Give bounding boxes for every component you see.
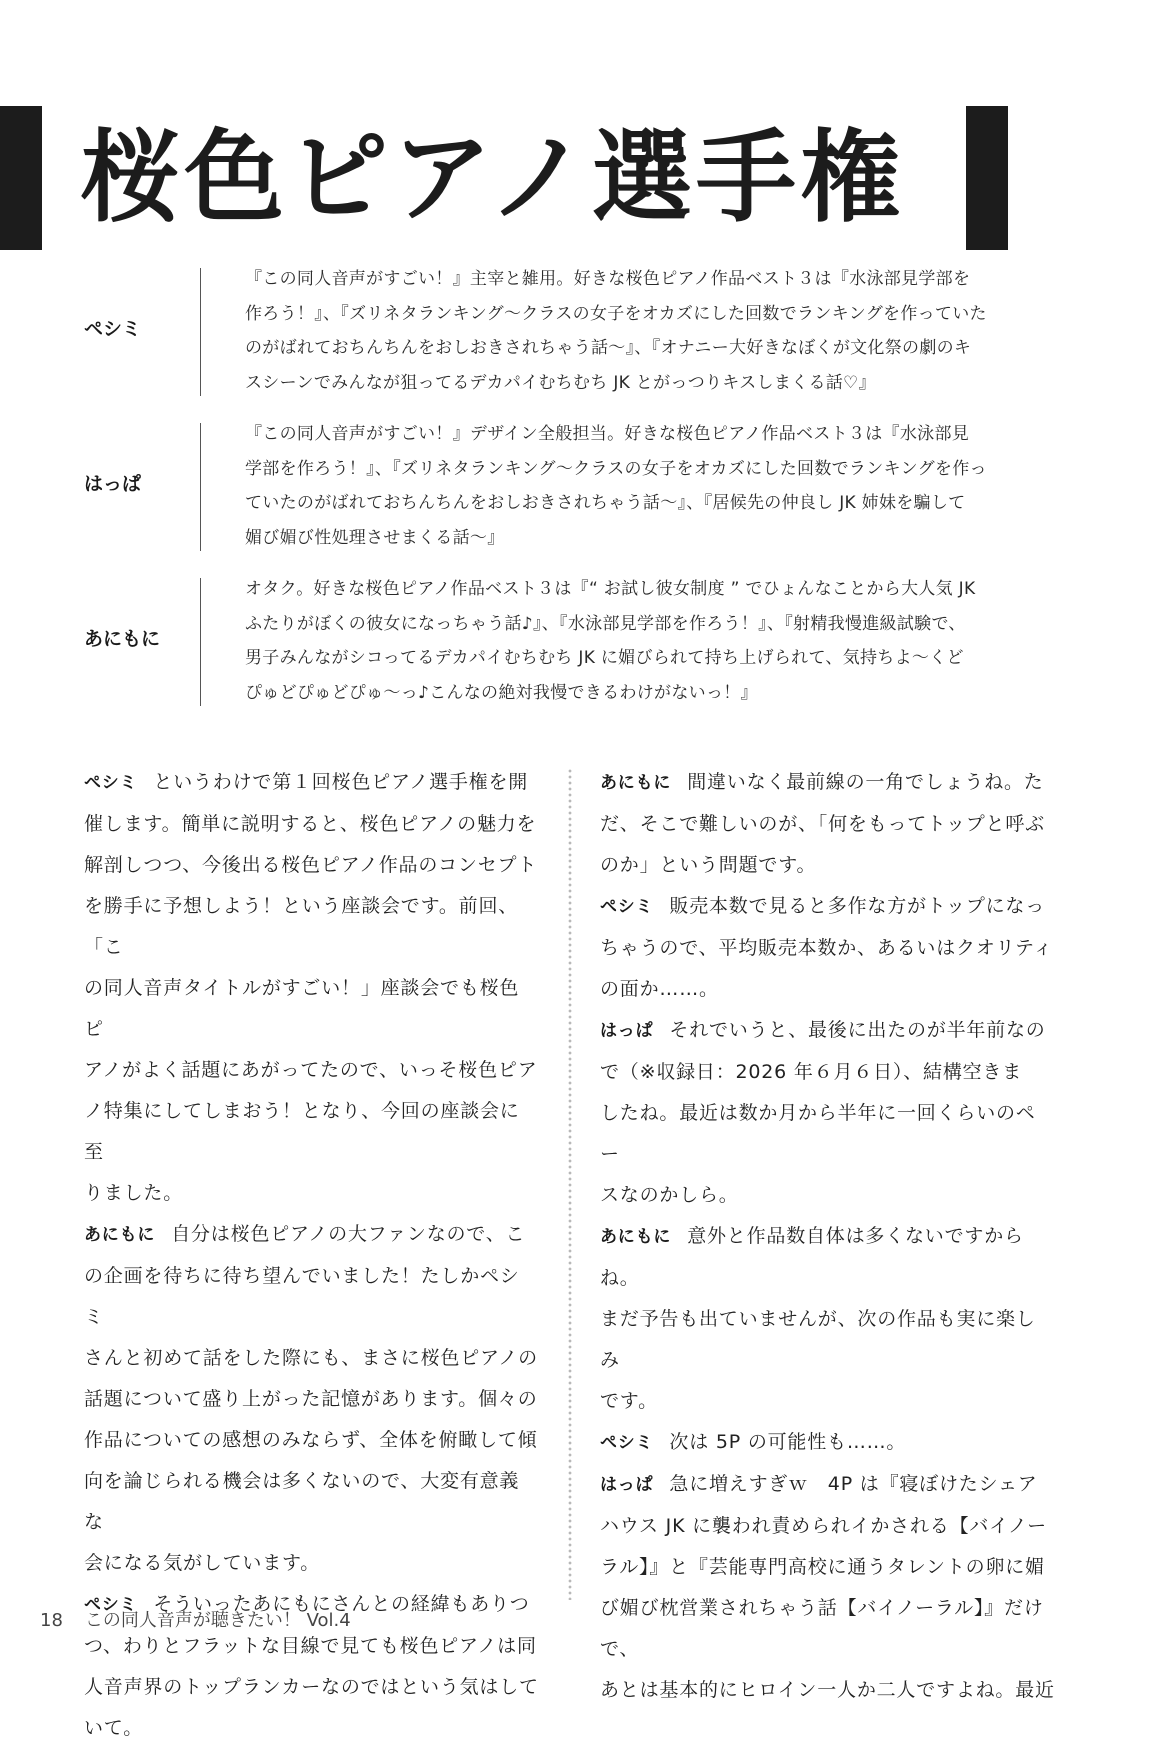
dialogue-line: いて。 bbox=[84, 1717, 144, 1739]
dialogue-line: 販売本数で見ると多作な方がトップになっ bbox=[669, 895, 1046, 917]
profile-bio-line: 媚び媚び性処理させまくる話～』 bbox=[245, 527, 505, 548]
dialogue-line: したね。最近は数か月から半年に一回くらいのペー bbox=[600, 1102, 1036, 1165]
dialogue-line: つ、わりとフラットな目線で見ても桜色ピアノは同 bbox=[84, 1635, 537, 1657]
dialogue-line: の企画を待ちに待ち望んでいました！たしかペシミ bbox=[84, 1265, 520, 1328]
speaker-name: はっぱ bbox=[600, 1475, 654, 1495]
profile-bio bbox=[245, 417, 1035, 555]
profile-bio-line: 作ろう！』、『ズリネタランキング～クラスの女子をオカズにした回数でランキングを作っていた bbox=[245, 303, 987, 324]
dialogue-turn bbox=[600, 1422, 1055, 1464]
profile-bio-line: のがばれておちんちんをおしおきされちゃう話～』、『オナニー大好きなぼくが文化祭の劇のキ bbox=[245, 338, 972, 358]
speaker-name: ペシミ bbox=[84, 773, 138, 793]
dialogue-line: で（※収録日：2026 年６月６日）、結構空きま bbox=[600, 1061, 1023, 1083]
dialogue-line: のか」という問題です。 bbox=[600, 854, 817, 876]
dialogue-column-right bbox=[600, 762, 1055, 1711]
dialogue-line: まだ予告も出ていませんが、次の作品も実に楽しみ bbox=[600, 1308, 1036, 1371]
dialogue-line: ちゃうので、平均販売本数か、あるいはクオリティ bbox=[600, 937, 1054, 959]
publication-name: この同人音声が聴きたい！ Vol.4 bbox=[84, 1610, 351, 1631]
dialogue-line: の同人音声タイトルがすごい！」座談会でも桜色ピ bbox=[84, 977, 520, 1040]
page-title: 桜色ピアノ選手権 bbox=[80, 119, 904, 236]
dialogue-turn bbox=[84, 1214, 539, 1584]
dialogue-line: び媚び枕営業されちゃう話【バイノーラル】』だけで、 bbox=[600, 1597, 1044, 1660]
dialogue-line: 催します。簡単に説明すると、桜色ピアノの魅力を bbox=[84, 813, 537, 835]
dialogue-turn bbox=[84, 762, 539, 1214]
profile-bio bbox=[245, 572, 1035, 710]
page-number: 18 bbox=[40, 1610, 63, 1631]
speaker-name: あにもに bbox=[600, 1227, 672, 1247]
title-bar-right bbox=[966, 106, 1008, 250]
dialogue-line: 間違いなく最前線の一角でしょうね。た bbox=[687, 771, 1044, 793]
dialogue-line: 意外と作品数自体は多くないですからね。 bbox=[600, 1225, 1024, 1289]
dialogue-line: 作品についての感想のみならず、全体を俯瞰して傾 bbox=[84, 1429, 538, 1451]
dialogue-line: 急に増えすぎｗ 4P は『寝ぼけたシェア bbox=[669, 1473, 1038, 1495]
dialogue-line: ラル】』と『芸能専門高校に通うタレントの卵に媚 bbox=[600, 1556, 1045, 1578]
dialogue-turn bbox=[600, 886, 1055, 1010]
speaker-name: はっぱ bbox=[600, 1021, 654, 1041]
speaker-name: ペシミ bbox=[600, 1433, 654, 1453]
profile-bio-line: 学部を作ろう！』、『ズリネタランキング～クラスの女子をオカズにした回数でランキングを作っ bbox=[245, 458, 987, 479]
column-divider bbox=[567, 768, 573, 1600]
dialogue-line: スなのかしら。 bbox=[600, 1184, 739, 1206]
dialogue-turn bbox=[600, 1216, 1055, 1422]
dialogue-line: 人音声界のトップランカーなのではという気はして bbox=[84, 1676, 539, 1698]
dialogue-line: というわけで第１回桜色ピアノ選手権を開 bbox=[153, 771, 529, 793]
profile-bio-line: オタク。好きな桜色ピアノ作品ベスト３は『“ お試し彼女制度 ” でひょんなことから大人気 JK bbox=[245, 579, 976, 599]
dialogue-line: 会になる気がしています。 bbox=[84, 1552, 321, 1574]
dialogue-line: りました。 bbox=[84, 1182, 184, 1204]
dialogue-line: です。 bbox=[600, 1390, 658, 1412]
dialogue-line: 話題について盛り上がった記憶があります。個々の bbox=[84, 1388, 538, 1410]
title-bar-left bbox=[0, 106, 42, 250]
profile-name: はっぱ bbox=[84, 473, 142, 495]
speaker-name: ペシミ bbox=[600, 897, 654, 917]
profile-bio-line: 『この同人音声がすごい！』デザイン全般担当。好きな桜色ピアノ作品ベスト３は『水泳部見 bbox=[245, 424, 970, 444]
dialogue-line: アノがよく話題にあがってたので、いっそ桜色ピア bbox=[84, 1059, 538, 1081]
dialogue-line: さんと初めて話をした際にも、まさに桜色ピアノの bbox=[84, 1347, 538, 1369]
dialogue-line: 解剖しつつ、今後出る桜色ピアノ作品のコンセプト bbox=[84, 854, 538, 876]
dialogue-turn bbox=[600, 1010, 1055, 1216]
dialogue-line: 向を論じられる機会は多くないので、大変有意義な bbox=[84, 1470, 520, 1533]
profile-divider bbox=[200, 578, 201, 706]
speaker-name: あにもに bbox=[84, 1225, 156, 1245]
profile-bio-line: ぴゅどぴゅどぴゅ～っ♪こんなの絶対我慢できるわけがないっ！』 bbox=[245, 682, 758, 703]
profile-divider bbox=[200, 268, 201, 396]
dialogue-line: ノ特集にしてしまおう！となり、今回の座談会に至 bbox=[84, 1100, 520, 1163]
speaker-name: あにもに bbox=[600, 773, 672, 793]
profile-bio bbox=[245, 262, 1035, 400]
dialogue-line: の面か……。 bbox=[600, 978, 719, 1000]
dialogue-line: ハウス JK に襲われ責められイかされる【バイノー bbox=[600, 1515, 1047, 1537]
profile-name: あにもに bbox=[84, 628, 161, 650]
dialogue-turn bbox=[600, 762, 1055, 886]
dialogue-line: 次は 5P の可能性も……。 bbox=[669, 1431, 907, 1453]
dialogue-column-left bbox=[84, 762, 539, 1749]
dialogue-line: 自分は桜色ピアノの大ファンなので、こ bbox=[171, 1223, 526, 1245]
dialogue-line: だ、そこで難しいのが、「何をもってトップと呼ぶ bbox=[600, 813, 1045, 835]
dialogue-line: あとは基本的にヒロイン一人か二人ですよね。最近 bbox=[600, 1679, 1055, 1701]
speaker-name: ペシミ bbox=[84, 1595, 138, 1615]
profile-bio-line: スシーンでみんなが狙ってるデカパイむちむち JK とがっつりキスしまくる話♡』 bbox=[245, 372, 876, 393]
dialogue-turn bbox=[600, 1464, 1055, 1711]
profile-bio-line: 男子みんながシコってるデカパイむちむち JK に媚びられて持ち上げられて、気持ちよ～くど bbox=[245, 648, 964, 668]
profile-divider bbox=[200, 423, 201, 551]
dialogue-line: それでいうと、最後に出たのが半年前なの bbox=[669, 1019, 1046, 1041]
profile-name: ペシミ bbox=[84, 318, 142, 340]
dialogue-line: そういったあにもにさんとの経緯もありつ bbox=[153, 1593, 530, 1615]
page-footer bbox=[40, 1606, 351, 1632]
profile-bio-line: ていたのがばれておちんちんをおしおきされちゃう話～』、『居候先の仲良し JK 姉妹を騙して bbox=[245, 493, 966, 513]
profile-bio-line: 『この同人音声がすごい！』主宰と雑用。好きな桜色ピアノ作品ベスト３は『水泳部見学部を bbox=[245, 269, 971, 289]
dialogue-line: を勝手に予想しよう！という座談会です。前回、「こ bbox=[84, 895, 519, 958]
profile-bio-line: ふたりがぼくの彼女になっちゃう話♪』、『水泳部見学部を作ろう！』、『射精我慢進級試験で、 bbox=[245, 613, 966, 634]
